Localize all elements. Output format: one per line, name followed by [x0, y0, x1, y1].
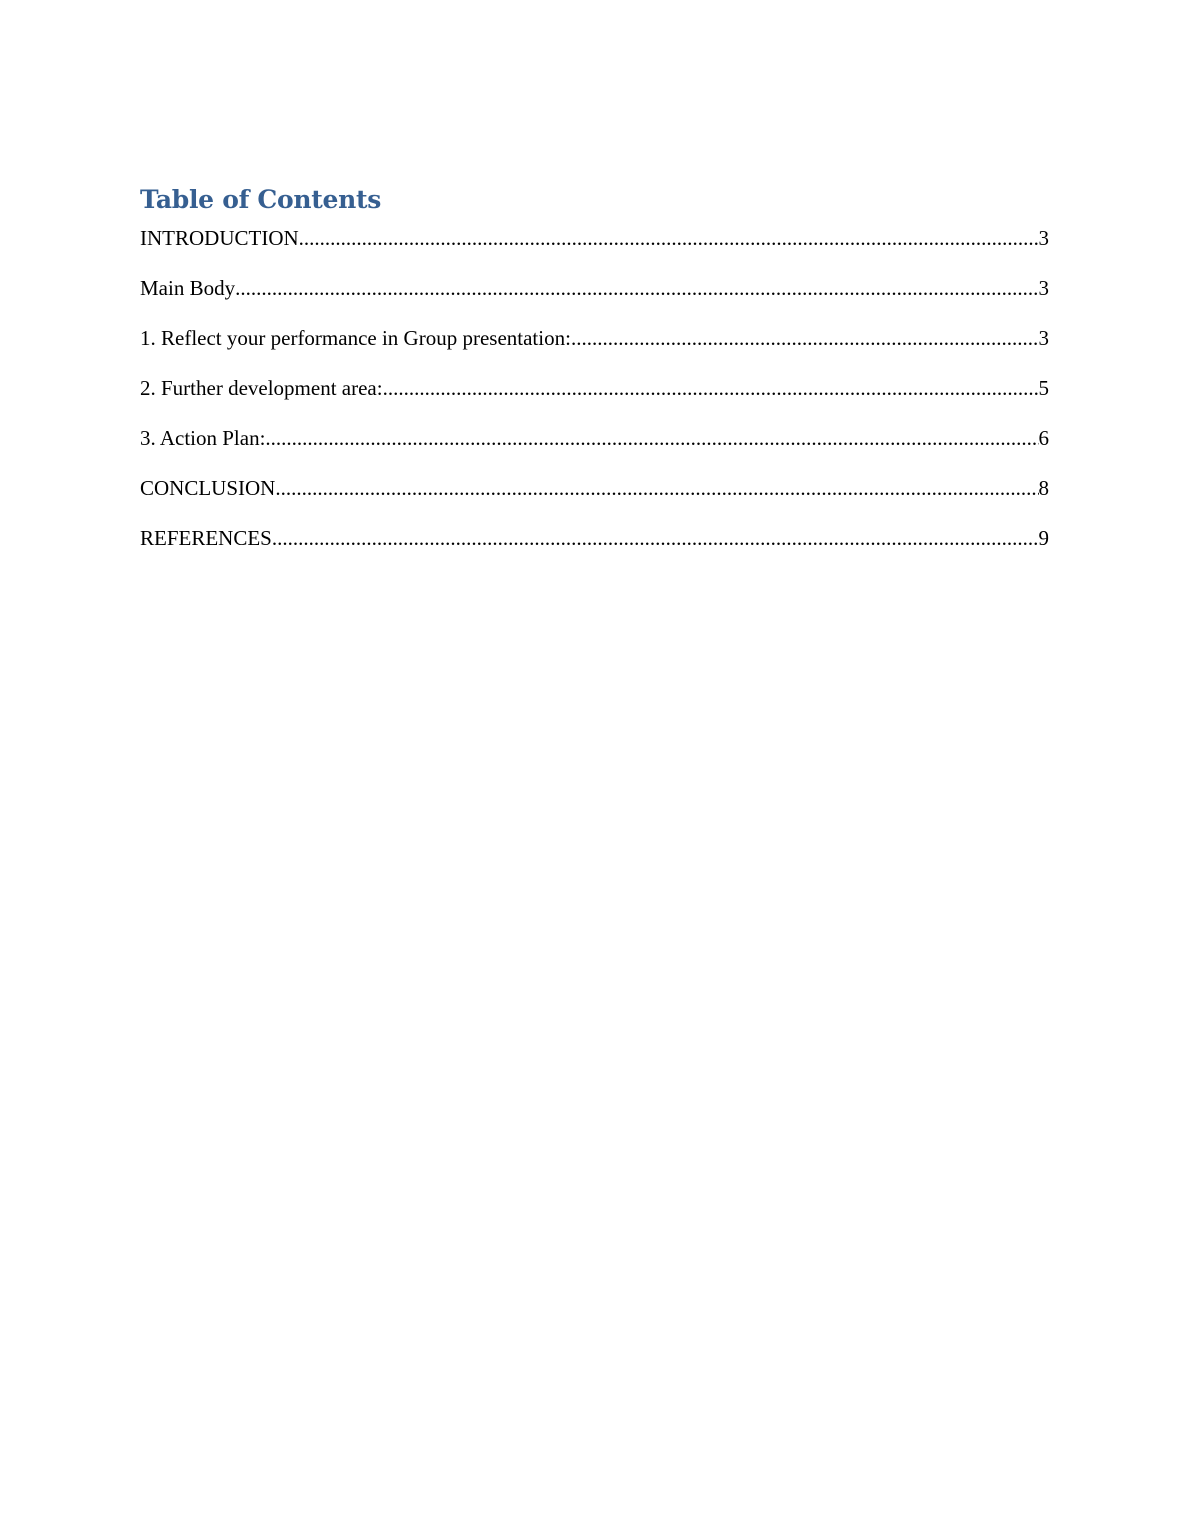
toc-entry-references[interactable]	[140, 524, 1049, 552]
toc-dot-leader	[299, 224, 1039, 252]
toc-entry-label: 2. Further development area:	[140, 376, 383, 400]
toc-entry-reflect-performance[interactable]	[140, 324, 1049, 352]
toc-dot-leader	[571, 324, 1039, 352]
toc-entry-label: INTRODUCTION	[140, 226, 299, 250]
toc-entry-page-number: 8	[1038, 476, 1049, 500]
toc-entry-conclusion[interactable]	[140, 474, 1049, 502]
toc-dot-leader	[235, 274, 1038, 302]
toc-entry-main-body[interactable]	[140, 274, 1049, 302]
toc-dot-leader	[272, 524, 1039, 552]
toc-dot-leader	[265, 424, 1038, 452]
toc-title: Table of Contents	[140, 185, 382, 214]
toc-dot-leader	[383, 374, 1039, 402]
toc-entry-page-number: 3	[1038, 226, 1049, 250]
toc-dot-leader	[275, 474, 1038, 502]
toc-entry-label: 1. Reflect your performance in Group presentation:	[140, 326, 571, 350]
toc-entry-further-development[interactable]	[140, 374, 1049, 402]
toc-entry-page-number: 3	[1038, 276, 1049, 300]
toc-entry-page-number: 9	[1038, 526, 1049, 550]
toc-entry-page-number: 6	[1038, 426, 1049, 450]
toc-entry-label: 3. Action Plan:	[140, 426, 266, 450]
toc-entry-label: CONCLUSION	[140, 476, 276, 500]
toc-entry-label: REFERENCES	[140, 526, 272, 550]
toc-entry-page-number: 3	[1038, 326, 1049, 350]
toc-entry-label: Main Body	[140, 276, 236, 300]
toc-entry-introduction[interactable]	[140, 224, 1049, 252]
toc-entry-page-number: 5	[1038, 376, 1049, 400]
toc-entry-action-plan[interactable]	[140, 424, 1049, 452]
toc-list	[140, 224, 1049, 574]
